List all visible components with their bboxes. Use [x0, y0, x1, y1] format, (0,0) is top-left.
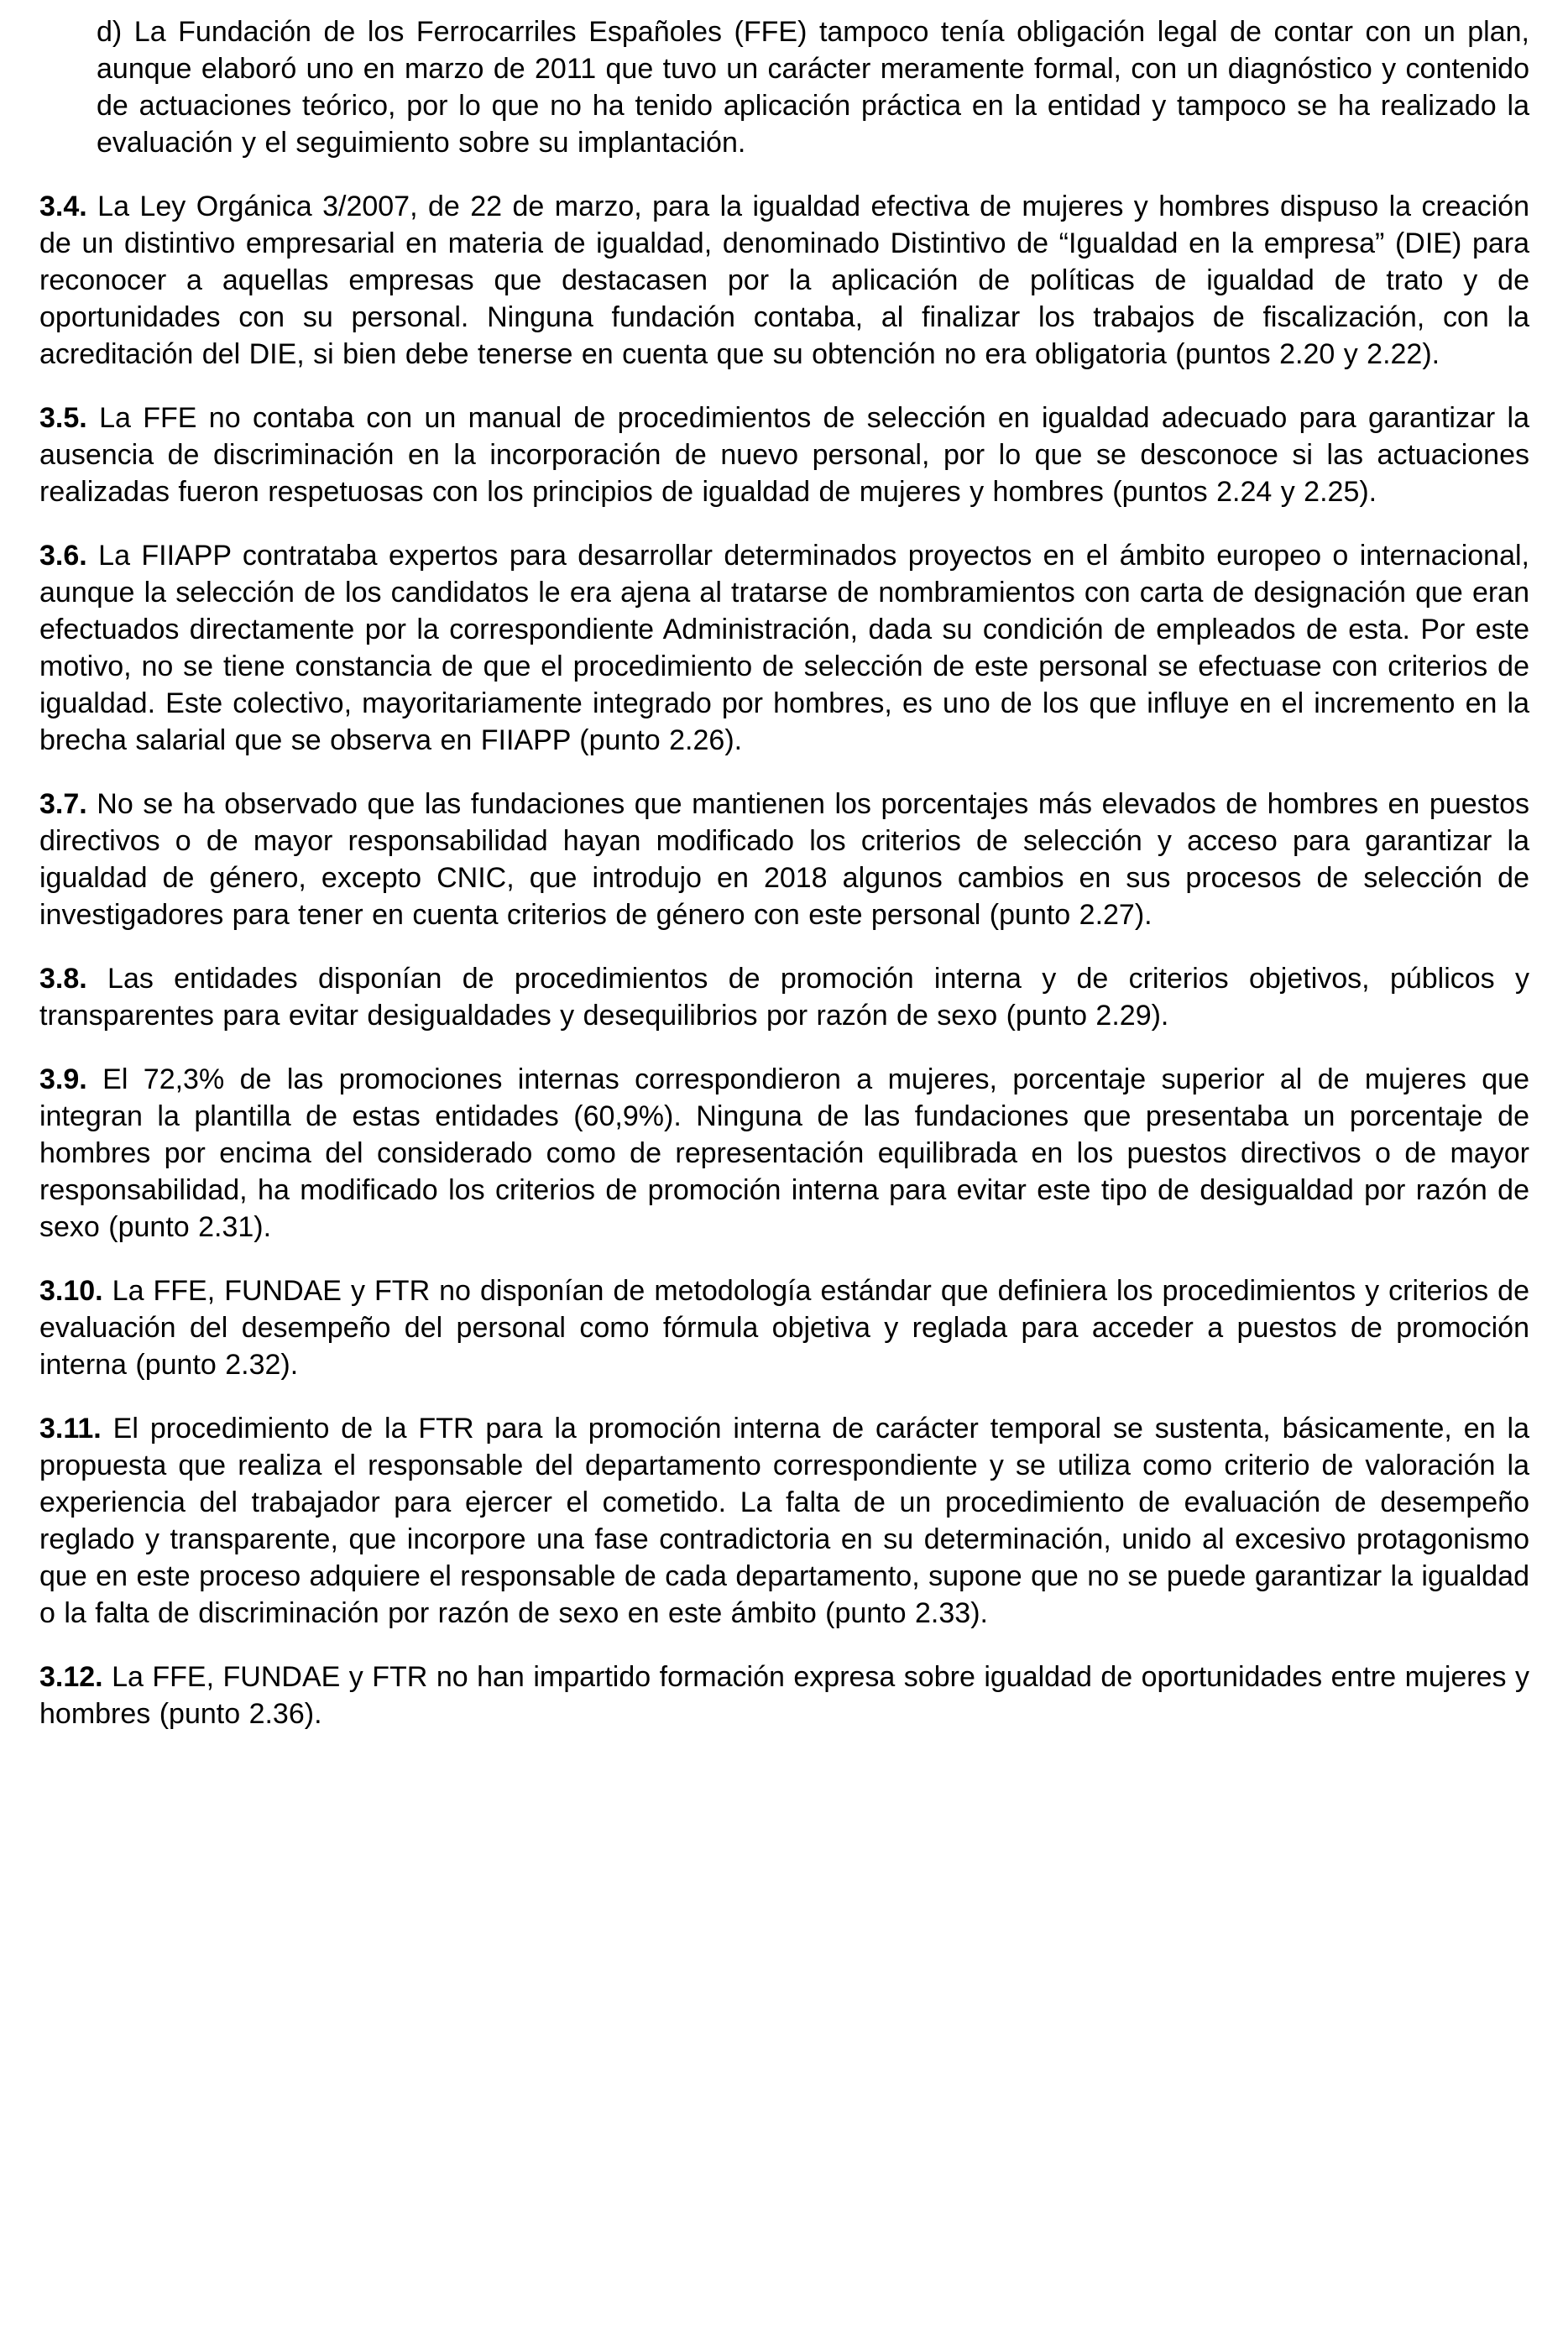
paragraph-3-11: [39, 1410, 1529, 1632]
document-body: [39, 13, 1529, 1732]
paragraph-d: [97, 13, 1529, 161]
paragraph-text: La Ley Orgánica 3/2007, de 22 de marzo, para la igualdad efectiva de mujeres y hombres dispuso la creación de un distintivo empresarial en materia de igualdad, denominado Distintivo de “Igualdad en la empresa” (DIE) para reconocer a aquellas empresas que destacasen por la aplicación de políticas de igualdad de trato y de oportunidades con su personal. Ninguna fundación contaba, al finalizar los trabajos de fiscalización, con la acreditación del DIE, si bien debe tenerse en cuenta que su obtención no era obligatoria (puntos 2.20 y 2.22).: [39, 191, 1529, 370]
paragraph-number: 3.10.: [39, 1275, 103, 1307]
paragraph-number: 3.12.: [39, 1661, 103, 1693]
paragraph-number: 3.7.: [39, 788, 87, 820]
paragraph-number: 3.9.: [39, 1063, 87, 1095]
paragraph-number: 3.8.: [39, 963, 87, 995]
paragraph-text: El 72,3% de las promociones internas correspondieron a mujeres, porcentaje superior al de mujeres que integran la plantilla de estas entidades (60,9%). Ninguna de las fundaciones que presentaba un porcentaje de hombres por encima del considerado como de representación equilibrada en los puestos directivos o de mayor responsabilidad, ha modificado los criterios de promoción interna para evitar este tipo de desigualdad por razón de sexo (punto 2.31).: [39, 1063, 1529, 1243]
paragraph-number: 3.4.: [39, 191, 87, 222]
paragraph-3-10: [39, 1272, 1529, 1383]
paragraph-3-12: [39, 1659, 1529, 1732]
paragraph-3-6: [39, 537, 1529, 759]
paragraph-3-9: [39, 1061, 1529, 1246]
paragraph-text: Las entidades disponían de procedimientos de promoción interna y de criterios objetivos, públicos y transparentes para evitar desigualdades y desequilibrios por razón de sexo (punto 2.29).: [39, 963, 1529, 1032]
paragraph-text: La FFE, FUNDAE y FTR no han impartido formación expresa sobre igualdad de oportunidades entre mujeres y hombres (punto 2.36).: [39, 1661, 1529, 1730]
paragraph-3-7: [39, 786, 1529, 933]
paragraph-text: El procedimiento de la FTR para la promoción interna de carácter temporal se sustenta, básicamente, en la propuesta que realiza el responsable del departamento correspondiente y se utiliza como criterio de valoración la experiencia del trabajador para ejercer el cometido. La falta de un procedimiento de evaluación de desempeño reglado y transparente, que incorpore una fase contradictoria en su determinación, unido al excesivo protagonismo que en este proceso adquiere el responsable de cada departamento, supone que no se puede garantizar la igualdad o la falta de discriminación por razón de sexo en este ámbito (punto 2.33).: [39, 1413, 1529, 1629]
paragraph-text: La Fundación de los Ferrocarriles Españoles (FFE) tampoco tenía obligación legal de contar con un plan, aunque elaboró uno en marzo de 2011 que tuvo un carácter meramente formal, con un diagnóstico y contenido de actuaciones teórico, por lo que no ha tenido aplicación práctica en la entidad y tampoco se ha realizado la evaluación y el seguimiento sobre su implantación.: [97, 16, 1529, 159]
paragraph-3-8: [39, 960, 1529, 1034]
paragraph-number: 3.11.: [39, 1413, 102, 1444]
paragraph-text: No se ha observado que las fundaciones que mantienen los porcentajes más elevados de hombres en puestos directivos o de mayor responsabilidad hayan modificado los criterios de selección y acceso para garantizar la igualdad de género, excepto CNIC, que introdujo en 2018 algunos cambios en sus procesos de selección de investigadores para tener en cuenta criterios de género con este personal (punto 2.27).: [39, 788, 1529, 931]
paragraph-3-4: [39, 188, 1529, 373]
paragraph-number: 3.6.: [39, 540, 87, 572]
paragraph-text: La FIIAPP contrataba expertos para desarrollar determinados proyectos en el ámbito europeo o internacional, aunque la selección de los candidatos le era ajena al tratarse de nombramientos con carta de designación que eran efectuados directamente por la correspondiente Administración, dada su condición de empleados de esta. Por este motivo, no se tiene constancia de que el procedimiento de selección de este personal se efectuase con criterios de igualdad. Este colectivo, mayoritariamente integrado por hombres, es uno de los que influye en el incremento en la brecha salarial que se observa en FIIAPP (punto 2.26).: [39, 540, 1529, 756]
paragraph-number: d): [97, 16, 123, 48]
paragraph-3-5: [39, 400, 1529, 510]
paragraph-text: La FFE, FUNDAE y FTR no disponían de metodología estándar que definiera los procedimientos y criterios de evaluación del desempeño del personal como fórmula objetiva y reglada para acceder a puestos de promoción interna (punto 2.32).: [39, 1275, 1529, 1381]
paragraph-number: 3.5.: [39, 402, 87, 434]
paragraph-text: La FFE no contaba con un manual de procedimientos de selección en igualdad adecuado para garantizar la ausencia de discriminación en la incorporación de nuevo personal, por lo que se desconoce si las actuaciones realizadas fueron respetuosas con los principios de igualdad de mujeres y hombres (puntos 2.24 y 2.25).: [39, 402, 1530, 508]
